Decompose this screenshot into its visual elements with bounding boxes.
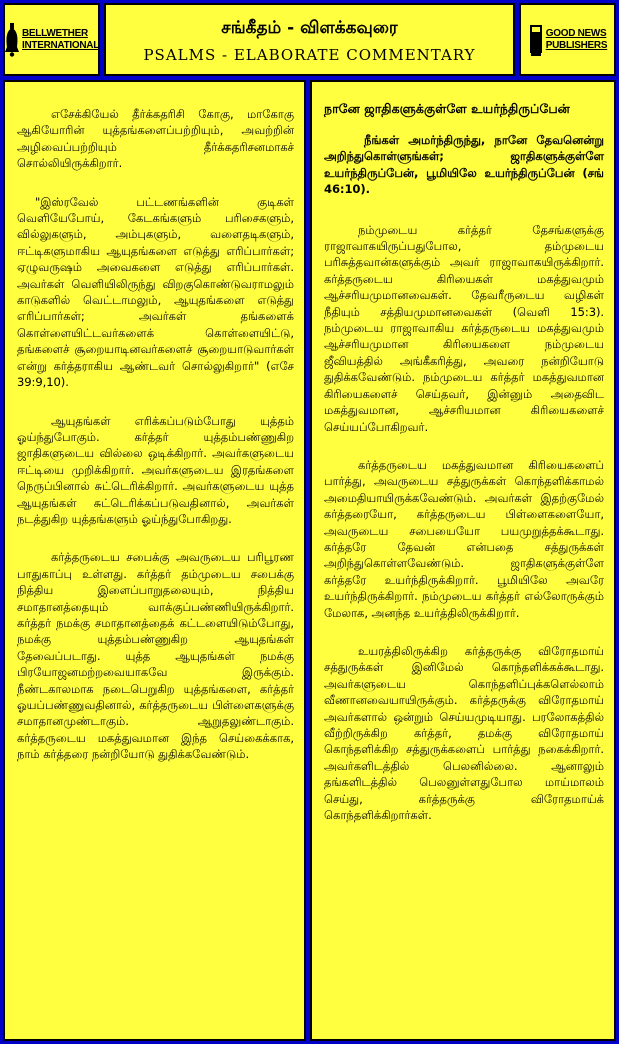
title-english: PSALMS - ELABORATE COMMENTARY	[143, 45, 476, 64]
right-column	[310, 80, 616, 1041]
left-column	[3, 80, 306, 1041]
bell-icon	[4, 23, 20, 57]
title-tamil: சங்கீதம் - விளக்கவுரை	[221, 17, 398, 38]
left-paragraph-4: கர்த்தருடைய சபைக்கு அவருடைய பரிபூரண பாதுகாப்பு உள்ளது. கர்த்தர் தம்முடைய சபைக்கு நித்திய இளைப்பாறுதலையும், நித்திய சமாதானத்தையும் வாக்குப்பண்ணியிருக்கிறார். கர்த்தர் நமக்கு சமாதானத்தைக் கட்டளையிடும்போது, நமக்கு யுத்தம்பண்ணுகிற ஆயுதங்கள் தேவைப்படாது. யுத்த ஆயுதங்கள் நமக்கு பிரயோஜனமற்றவையாகவே இருக்கும். நீண்டகாலமாக நடைபெறுகிற யுத்தங்களை, கர்த்தர் ஓயப்பண்ணுவதினால், கர்த்தருடைய பிள்ளைகளுக்கு சமாதானமுண்டாகும். ஆறுதலுண்டாகும். கர்த்தருடைய மகத்துவமான இந்த செய்கைக்காக, நாம் கர்த்தரை நன்றியோடு துதிக்கவேண்டும்.	[17, 550, 294, 762]
section-heading: நானே ஜாதிகளுக்குள்ளே உயர்ந்திருப்பேன்	[324, 101, 570, 116]
good-news-logo-line2: PUBLISHERS	[545, 39, 608, 51]
bellwether-logo-line1: BELLWETHER	[21, 27, 88, 39]
header	[3, 3, 616, 76]
good-news-logo-line1: GOOD NEWS	[545, 27, 607, 39]
left-paragraph-2: "இஸ்ரவேல் பட்டணங்களின் குடிகள் வெளியேபோய், கேடகங்களும் பரிசைகளும், வில்லுகளும், அம்புகளும், வளைதடிகளும், ஈட்டிகளுமாகிய ஆயுதங்களை எடுத்து எரிப்பார்கள்; ஏழுவருஷம் அவைகளை எடுத்து எரிப்பார்கள். அவர்கள் வெளியிலிருந்து விறகுகொண்டுவராமலும் காடுகளில் வெட்டாமலும், ஆயுதங்களை எடுத்து எரிப்பார்கள்; அவர்கள் தங்களைக் கொள்ளையிட்டவர்களைக் கொள்ளையிட்டு, தங்களைச் சூறையாடினவர்களைச் சூறையாடுவார்கள் என்று கர்த்தராகிய ஆண்டவர் சொல்லுகிறார்" (எசே 39:9,10).	[17, 194, 294, 390]
left-paragraph-3: ஆயுதங்கள் எரிக்கப்படும்போது யுத்தம் ஓய்ந்துபோகும். கர்த்தர் யுத்தம்பண்ணுகிற ஜாதிகளுடைய வில்லை ஒடிக்கிறார். அவர்களுடைய ஈட்டியை முறிக்கிறார். அவர்களுடைய இரதங்களை நெருப்பினால் சுட்டெரிக்கிறார். அவர்களுடைய யுத்த ஆயுதங்கள் சுட்டெரிக்கப்படுவதினால், அவர்கள் நடத்துகிற யுத்தங்களும் ஓய்ந்துபோகிறது.	[17, 413, 294, 526]
right-paragraph-1: நம்முடைய கர்த்தர் தேசங்களுக்கு ராஜாவாகயிருப்பதுபோல, தம்முடைய பரிசுத்தவான்களுக்கும் அவர் ராஜாவாகயிருக்கிறார். கர்த்தருடைய கிரியைகள் மகத்துவமும் ஆச்சரியமுமானவைகள். தேவரீருடைய வழிகள் நீதியும் சத்தியமுமானவைகள் (வெளி 15:3). நம்முடைய ராஜாவாகிய கர்த்தருடைய மகத்துவமும் ஆச்சரியமுமான கிரியைகளை நம்முடைய ஜீவியத்தில் அங்கீகரித்து, அவரை நன்றியோடு துதிக்கவேண்டும். நம்முடைய கர்த்தர் மகத்துவமான கிரியைகளைச் செய்தவர், இன்னும் அதைவிட மகத்துவமான, ஆச்சரியமான கிரியைகளைச் செய்யப்போகிறவர்.	[324, 222, 604, 434]
book-icon	[528, 23, 544, 57]
verse-text: நீங்கள் அமர்ந்திருந்து, நானே தேவனென்று அறிந்துகொள்ளுங்கள்; ஜாதிகளுக்குள்ளே உயர்ந்திருப்பேன், பூமியிலே உயர்ந்திருப்பேன் (சங் 46:10).	[324, 133, 604, 197]
right-paragraph-2: கர்த்தருடைய மகத்துவமான கிரியைகளைப் பார்த்து, அவருடைய சத்துருக்கள் கொந்தளிக்காமல் அமைதியாயிருக்கவேண்டும். அவர்கள் இதற்குமேல் கர்த்தரையோ, கர்த்தருடைய பிள்ளைகளையோ, அவருடைய சபையையோ பயமுறுத்தக்கூடாது. கர்த்தரே தேவன் என்பதை சத்துருக்கள் அறிந்துகொள்ளவேண்டும். ஜாதிகளுக்குள்ளே கர்த்தரே உயர்ந்திருக்கிறார். பூமியிலே அவரே உயர்ந்திருக்கிறார். நம்முடைய கர்த்தர் எல்லோருக்கும் மேலாக, அனந்த உயர்த்திலிருக்கிறார்.	[324, 457, 604, 620]
right-paragraph-3: உயரத்திலிருக்கிற கர்த்தருக்கு விரோதமாய் சத்துருக்கள் இனிமேல் கொந்தளிக்கக்கூடாது. அவர்களுடைய கொந்தளிப்புக்களெல்லாம் வீணானவையாயிருக்கும். கர்த்தருக்கு விரோதமாய் அவர்களால் ஒன்றும் செய்யமுடியாது. பரலோகத்தில் வீற்றிருக்கிற கர்த்தர், தமக்கு விரோதமாய் கொந்தளிக்கிற சத்துருக்களைப் பார்த்து நகைக்கிறார். அவர்களிடத்தில் பெலனில்லை. ஆனாலும் தங்களிடத்தில் பெலனுள்ளதுபோல மாய்மாலம் செய்து, கர்த்தருக்கு விரோதமாய்க் கொந்தளிக்கிறார்கள்.	[324, 643, 604, 823]
left-paragraph-1: எசேக்கியேல் தீர்க்கதரிசி கோகு, மாகோகு ஆகியோரின் யுத்தங்களைப்பற்றியும், அவற்றின் அழிவைப்பற்றியும் தீர்க்கதரிசனமாகச் சொல்லியிருக்கிறார்.	[17, 107, 294, 171]
title-box	[104, 3, 515, 76]
good-news-logo	[519, 3, 616, 76]
bellwether-logo	[3, 3, 100, 76]
bellwether-logo-line2: INTERNATIONAL	[21, 39, 100, 51]
